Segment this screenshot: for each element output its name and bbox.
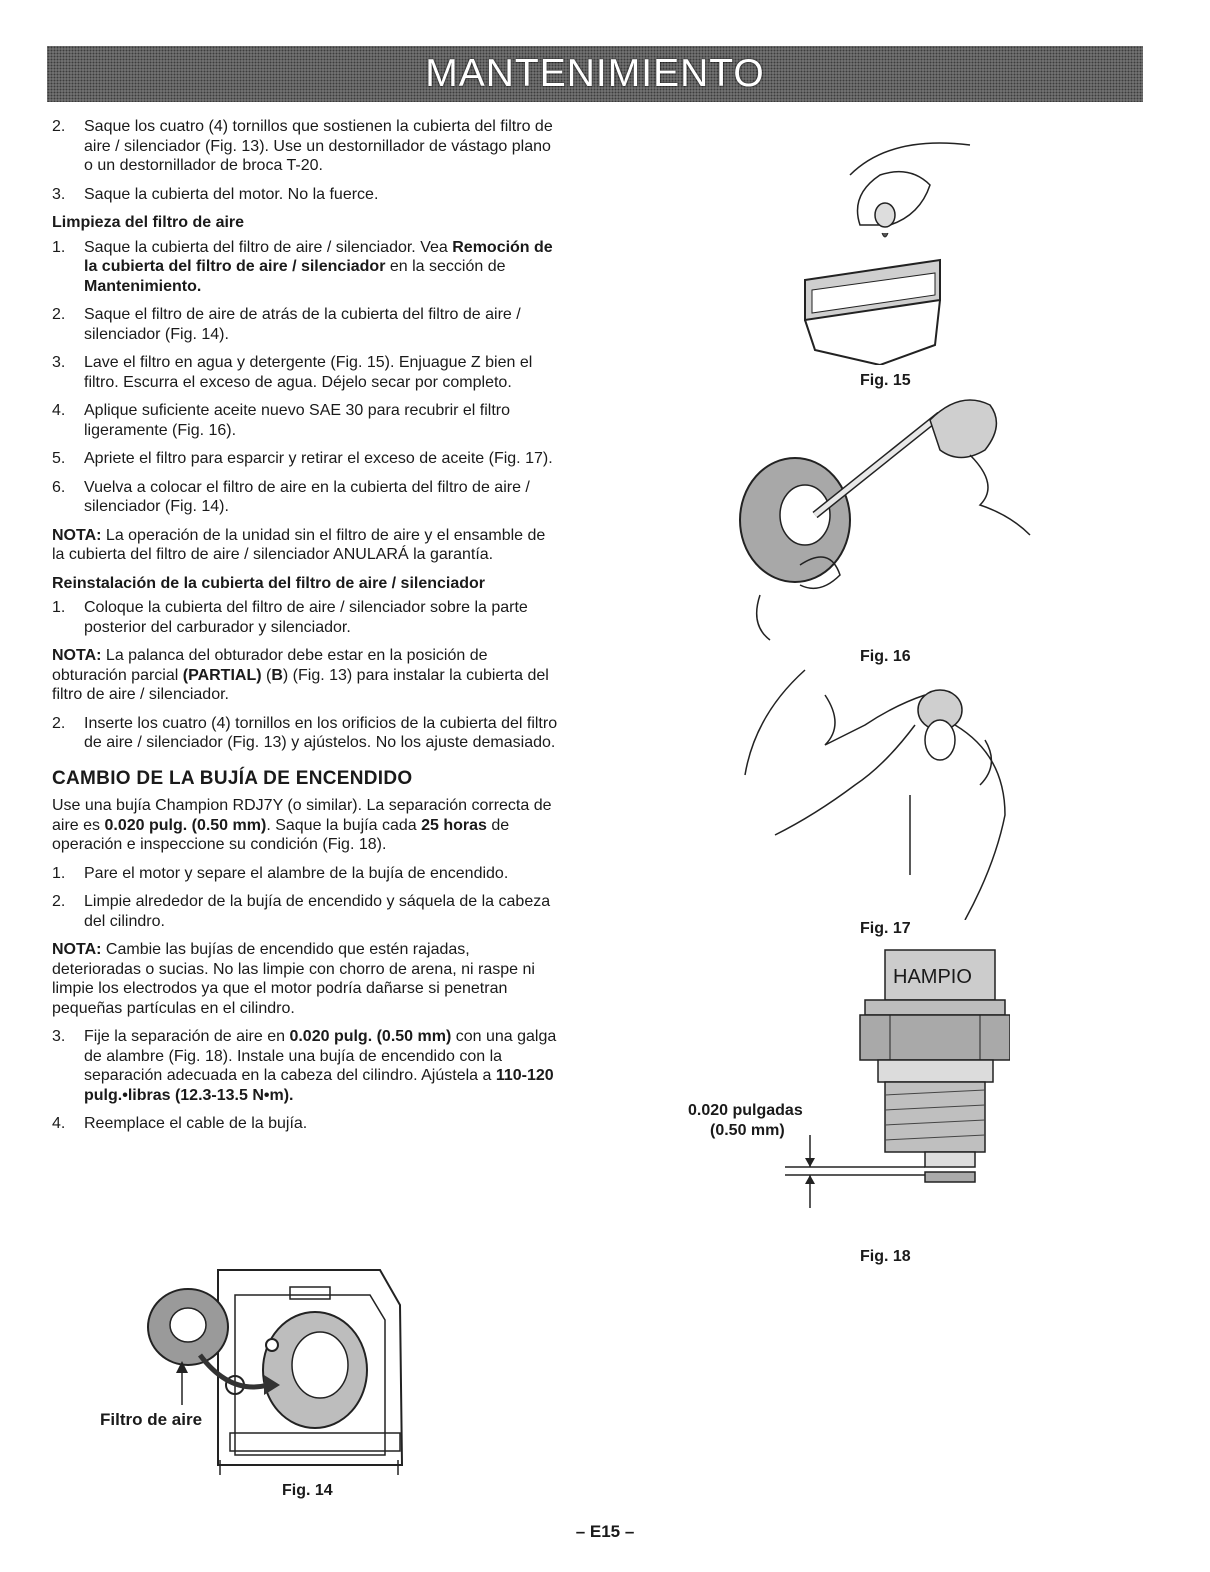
list-item: 3. Fije la separación de aire en 0.020 pulg. (0.50 mm) con una galga de alambre (Fig. 18). Instale una bujía de encendido con la separación adecuada en la cabeza del cilindro. Ajústela a 110-120 pulg.•libras (12.3-13.5 N•m). xyxy=(52,1028,557,1104)
list-item: 2. Limpie alrededor de la bujía de encendido y sáquela de la cabeza del cilindro. xyxy=(52,893,551,930)
figure-18 xyxy=(770,940,1010,1240)
page-title: MANTENIMIENTO xyxy=(425,52,765,95)
spark-plug-illustration xyxy=(770,940,1010,1240)
figure-16 xyxy=(730,395,1060,645)
page-number: – E15 – xyxy=(575,1522,635,1541)
spark-intro: Use una bujía Champion RDJ7Y (o similar). La separación correcta de aire es 0.020 pulg. (0.50 mm). Saque la bujía cada 25 horas de operación e inspeccione su condición (Fig. 18). xyxy=(52,797,552,853)
note-warranty: NOTA: La operación de la unidad sin el filtro de aire y el ensamble de la cubierta del filtro de aire / silenciador ANULARÁ la garantía. xyxy=(52,526,546,563)
list-item: 4. Reemplace el cable de la bujía. xyxy=(52,1115,308,1132)
list-item: 3. Lave el filtro en agua y detergente (Fig. 15). Enjuague Z bien el filtro. Escurra el exceso de agua. Déjelo secar por completo. xyxy=(52,354,533,391)
figure-17 xyxy=(735,665,1035,920)
list-item xyxy=(52,117,562,176)
list-item: 4. Aplique suficiente aceite nuevo SAE 30 para recubrir el filtro ligeramente (Fig. 16). xyxy=(52,402,511,439)
list-item: 2. Inserte los cuatro (4) tornillos en los orificios de la cubierta del filtro de aire / silenciador (Fig. 13) y ajústelos. No los ajuste demasiado. xyxy=(52,714,558,751)
list-item xyxy=(52,238,562,297)
fig18-caption: Fig. 18 xyxy=(860,1248,911,1265)
fig18-brand-text: HAMPIO xyxy=(893,966,972,988)
list-item: 1. Pare el motor y separe el alambre de la bujía de encendido. xyxy=(52,864,509,882)
note-choke: NOTA: La palanca del obturador debe estar en la posición de obturación parcial (PARTIAL) (B) (Fig. 13) para instalar la cubierta del filtro de aire / silenciador. xyxy=(52,647,549,703)
page-header xyxy=(47,46,1143,102)
list-item: 2. Saque el filtro de aire de atrás de la cubierta del filtro de aire / silenciador (Fig. 14). xyxy=(52,306,521,343)
squeeze-filter-illustration xyxy=(735,665,1035,920)
item-text: Saque los cuatro (4) tornillos que sostienen la cubierta del filtro de aire / silenciador (Fig. 13). Use un destornillador de vástago plano o un destornillador de broca T-20. xyxy=(84,118,553,174)
wash-filter-illustration xyxy=(790,115,990,365)
fig18-gap-label-2: (0.50 mm) xyxy=(710,1122,785,1139)
list-item: 5. Apriete el filtro para esparcir y retirar el exceso de aceite (Fig. 17). xyxy=(52,450,553,467)
figure-14 xyxy=(140,1265,410,1480)
fig16-caption: Fig. 16 xyxy=(860,648,911,665)
air-filter-illustration xyxy=(140,1265,410,1480)
clean-filter-heading: Limpieza del filtro de aire xyxy=(52,214,245,231)
left-column xyxy=(52,117,562,1143)
item-text: Saque la cubierta del filtro de aire / silenciador. Vea Remoción de la cubierta del filtro de aire / silenciador en la sección de Mantenimiento. xyxy=(84,238,553,295)
oil-filter-illustration xyxy=(730,395,1060,645)
fig17-caption: Fig. 17 xyxy=(860,920,911,937)
list-item: 1. Coloque la cubierta del filtro de aire / silenciador sobre la parte posterior del carburador y silenciador. xyxy=(52,599,528,636)
item-number: 1. xyxy=(52,238,66,256)
list-item xyxy=(52,185,562,205)
item-text: Saque la cubierta del motor. No la fuerce. xyxy=(84,185,379,203)
list-item: 6. Vuelva a colocar el filtro de aire en la cubierta del filtro de aire / silenciador (Fig. 14). xyxy=(52,478,530,515)
fig14-caption: Fig. 14 xyxy=(282,1482,333,1499)
fig15-caption: Fig. 15 xyxy=(860,372,911,389)
item-number: 2. xyxy=(52,118,66,135)
note-spark: NOTA: Cambie las bujías de encendido que estén rajadas, deterioradas o sucias. No las limpie con chorro de arena, ni raspe ni limpie los electrodos ya que el motor podría dañarse si penetran pequeñas partículas en el cilindro. xyxy=(52,941,535,1017)
reinstall-heading: Reinstalación de la cubierta del filtro de aire / silenciador xyxy=(52,574,486,592)
item-number: 3. xyxy=(52,185,66,203)
fig18-gap-label-1: 0.020 pulgadas xyxy=(688,1102,803,1119)
figure-15 xyxy=(790,115,990,365)
fig14-filter-label: Filtro de aire xyxy=(100,1410,203,1429)
spark-plug-heading: CAMBIO DE LA BUJÍA DE ENCENDIDO xyxy=(52,767,413,789)
